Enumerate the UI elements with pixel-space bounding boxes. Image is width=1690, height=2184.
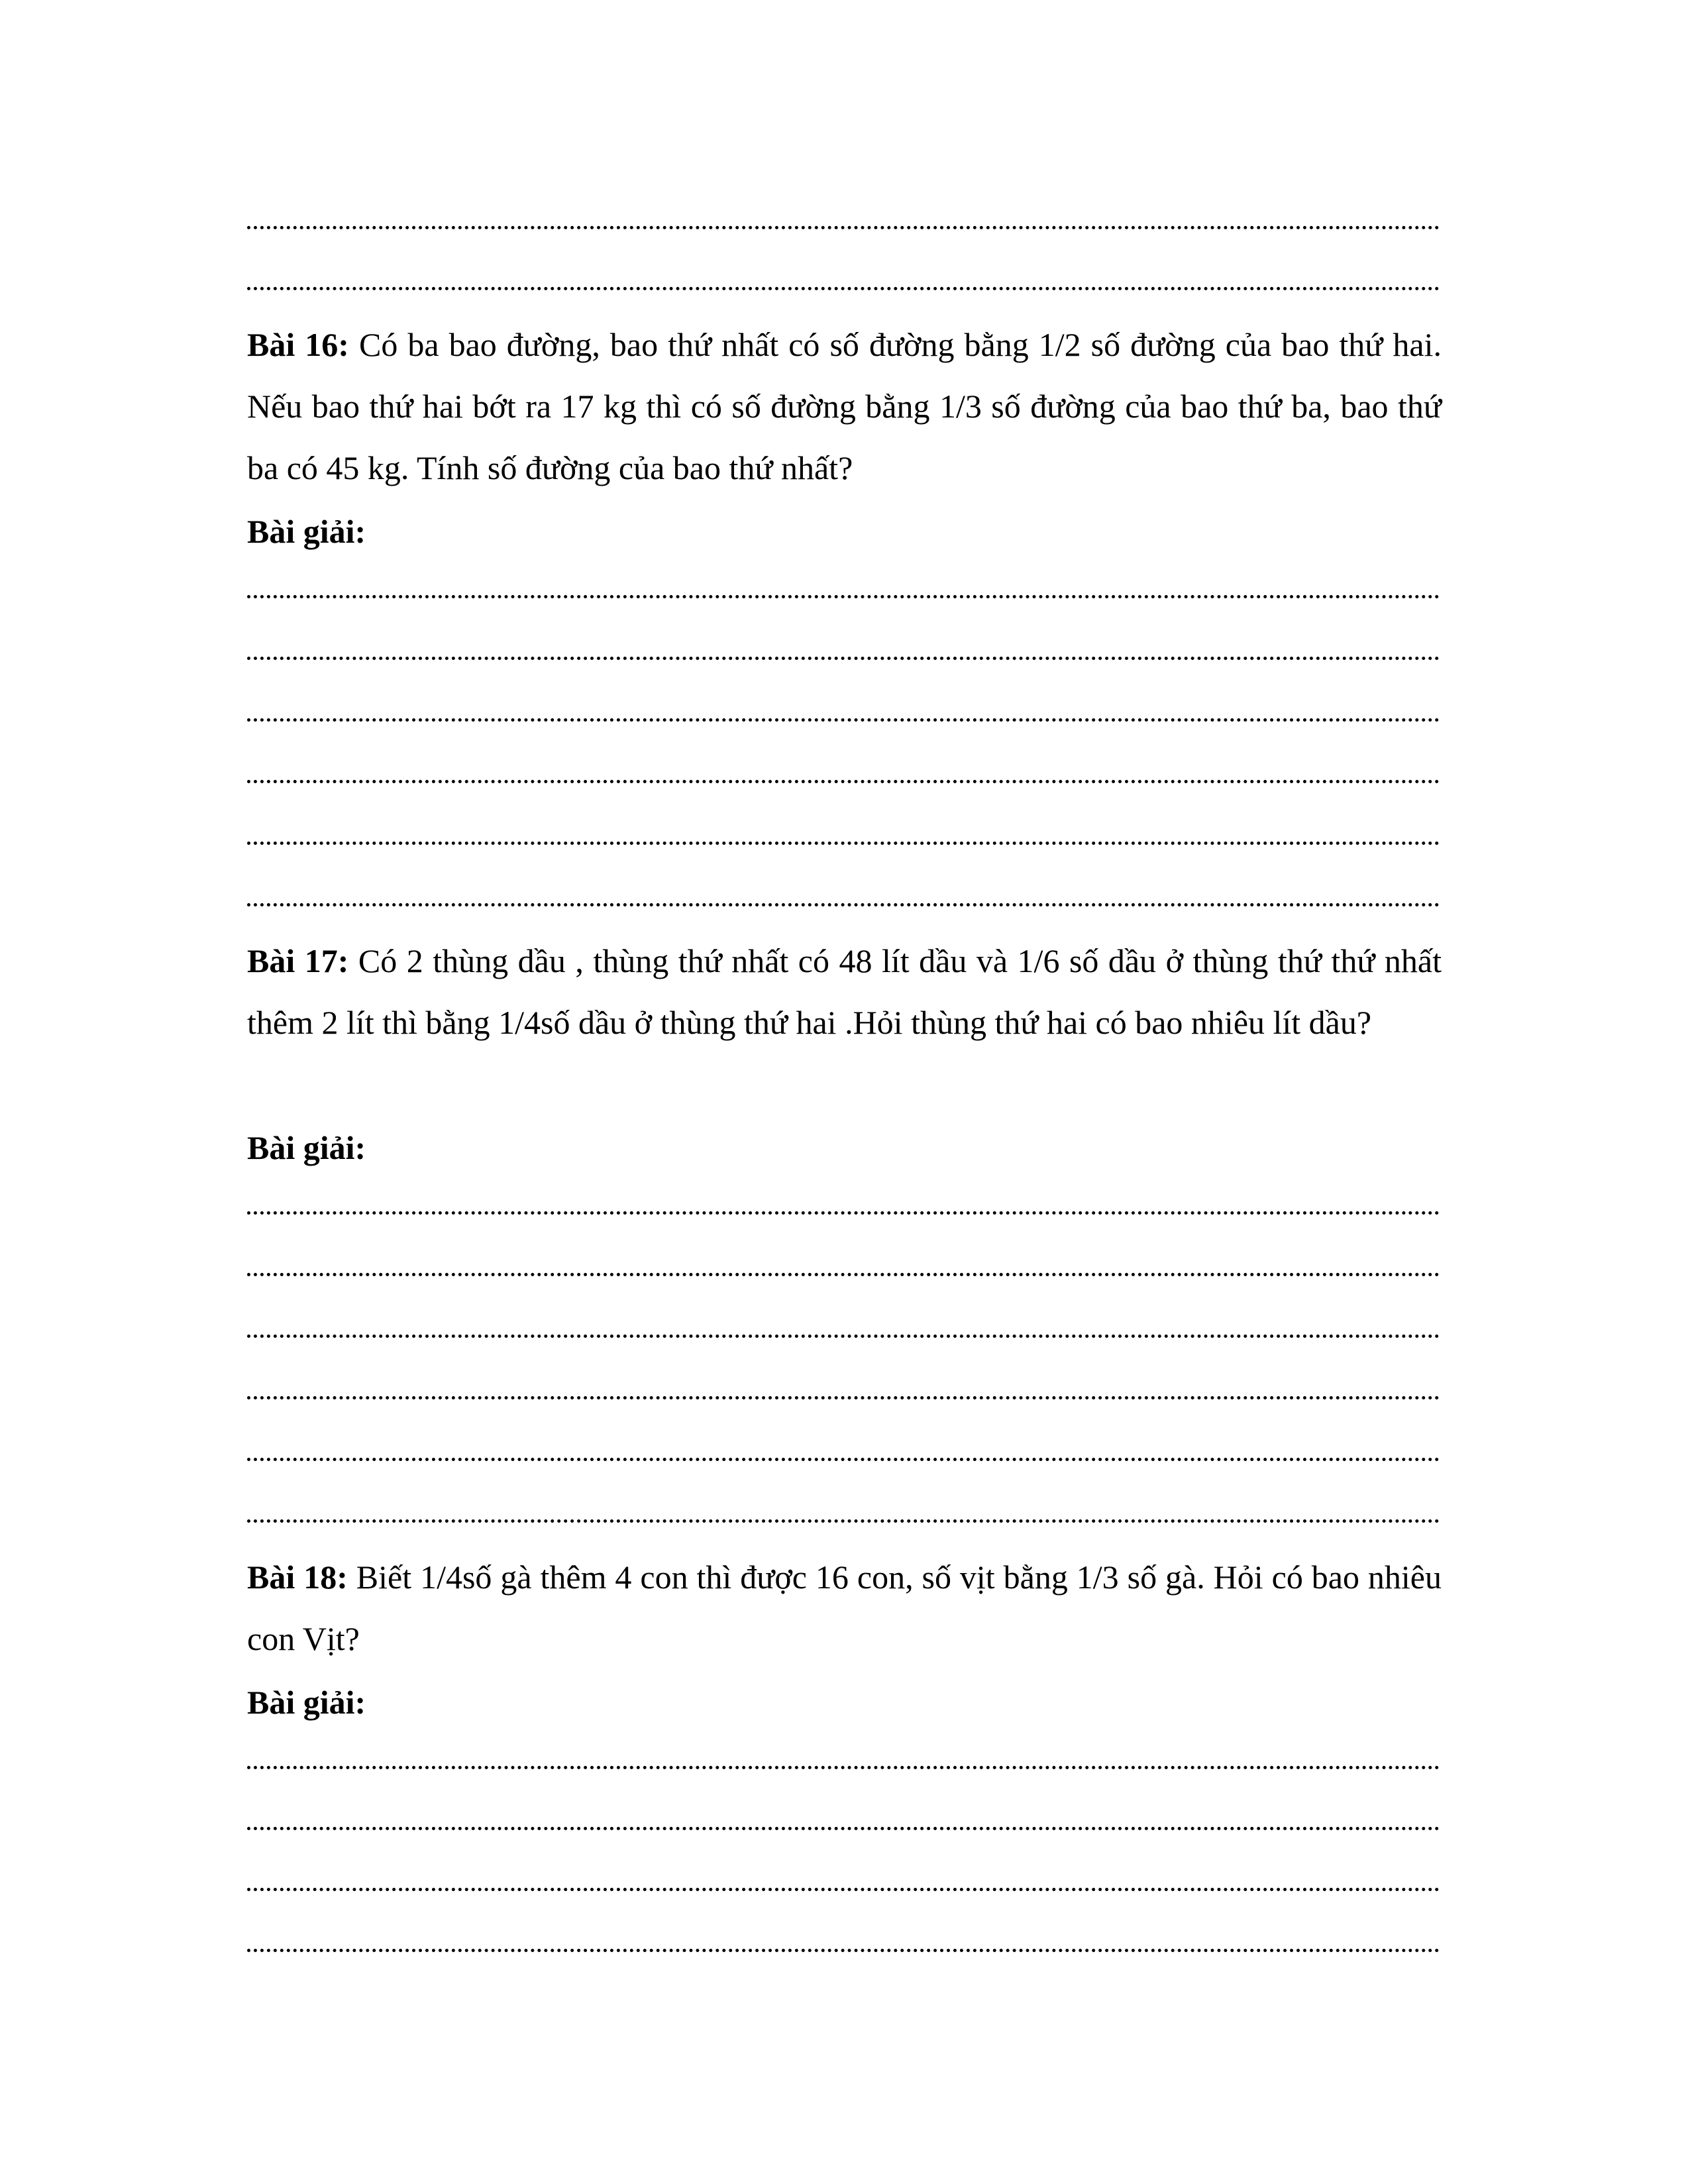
answer-line bbox=[247, 1458, 1440, 1461]
answer-line bbox=[247, 842, 1440, 845]
answer-line bbox=[247, 903, 1440, 906]
answer-line bbox=[247, 780, 1440, 783]
answer-line bbox=[247, 1335, 1440, 1338]
problem-16-solution-label: Bài giải: bbox=[247, 513, 366, 550]
problem-18-solution-label: Bài giải: bbox=[247, 1684, 366, 1721]
problem-18-text: Biết 1/4số gà thêm 4 con thì được 16 con, số vịt bằng 1/3 số gà. Hỏi có bao nhiêu con Vịt? bbox=[247, 1558, 1442, 1657]
answer-line bbox=[247, 595, 1440, 598]
problem-18-label: Bài 18: bbox=[247, 1558, 348, 1596]
problem-17-text: Có 2 thùng dầu , thùng thứ nhất có 48 lít dầu và 1/6 số dầu ở thùng thứ thứ nhất thêm 2 lít thì bằng 1/4số dầu ở thùng thứ hai .Hỏi thùng thứ hai có bao nhiêu lít dầu? bbox=[247, 942, 1442, 1041]
answer-line bbox=[247, 718, 1440, 722]
problem-16-label: Bài 16: bbox=[247, 326, 349, 363]
answer-line bbox=[247, 1888, 1440, 1891]
problem-16 bbox=[247, 314, 1442, 499]
problem-18 bbox=[247, 1547, 1442, 1670]
answer-line bbox=[247, 1766, 1440, 1769]
answer-line bbox=[247, 1396, 1440, 1399]
answer-line bbox=[247, 1949, 1440, 1952]
answer-line bbox=[247, 226, 1440, 229]
problem-17-solution-label: Bài giải: bbox=[247, 1129, 366, 1166]
problem-17 bbox=[247, 930, 1442, 1054]
answer-line bbox=[247, 1211, 1440, 1215]
problem-16-text: Có ba bao đường, bao thứ nhất có số đường bằng 1/2 số đường của bao thứ hai. Nếu bao thứ hai bớt ra 17 kg thì có số đường bằng 1/3 số đường của bao thứ ba, bao thứ ba có 45 kg. Tính số đường của bao thứ nhất? bbox=[247, 326, 1442, 486]
answer-line bbox=[247, 657, 1440, 660]
answer-line bbox=[247, 1273, 1440, 1276]
answer-line bbox=[247, 1519, 1440, 1523]
answer-line bbox=[247, 1827, 1440, 1830]
answer-line bbox=[247, 287, 1440, 290]
problem-17-label: Bài 17: bbox=[247, 942, 349, 979]
